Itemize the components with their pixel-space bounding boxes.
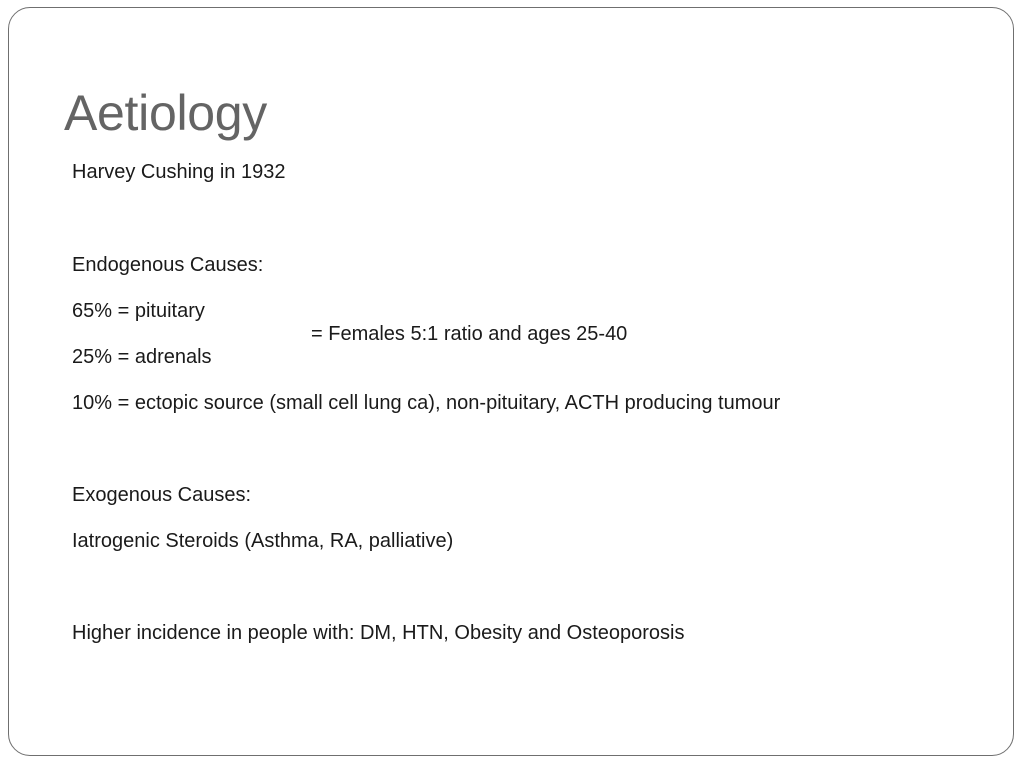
females-ratio-note: = Females 5:1 ratio and ages 25-40 xyxy=(311,323,628,345)
adrenals-line: 25% = adrenals xyxy=(72,346,212,368)
historical-line: Harvey Cushing in 1932 xyxy=(72,161,286,183)
ectopic-line: 10% = ectopic source (small cell lung ca), non-pituitary, ACTH producing tumour xyxy=(72,392,781,414)
pituitary-line: 65% = pituitary xyxy=(72,300,205,322)
incidence-line: Higher incidence in people with: DM, HTN, Obesity and Osteoporosis xyxy=(72,622,685,644)
slide-title: Aetiology xyxy=(64,85,267,141)
iatrogenic-line: Iatrogenic Steroids (Asthma, RA, palliative) xyxy=(72,530,454,552)
exogenous-heading: Exogenous Causes: xyxy=(72,484,252,506)
endogenous-heading: Endogenous Causes: xyxy=(72,254,264,276)
slide xyxy=(8,7,1014,756)
